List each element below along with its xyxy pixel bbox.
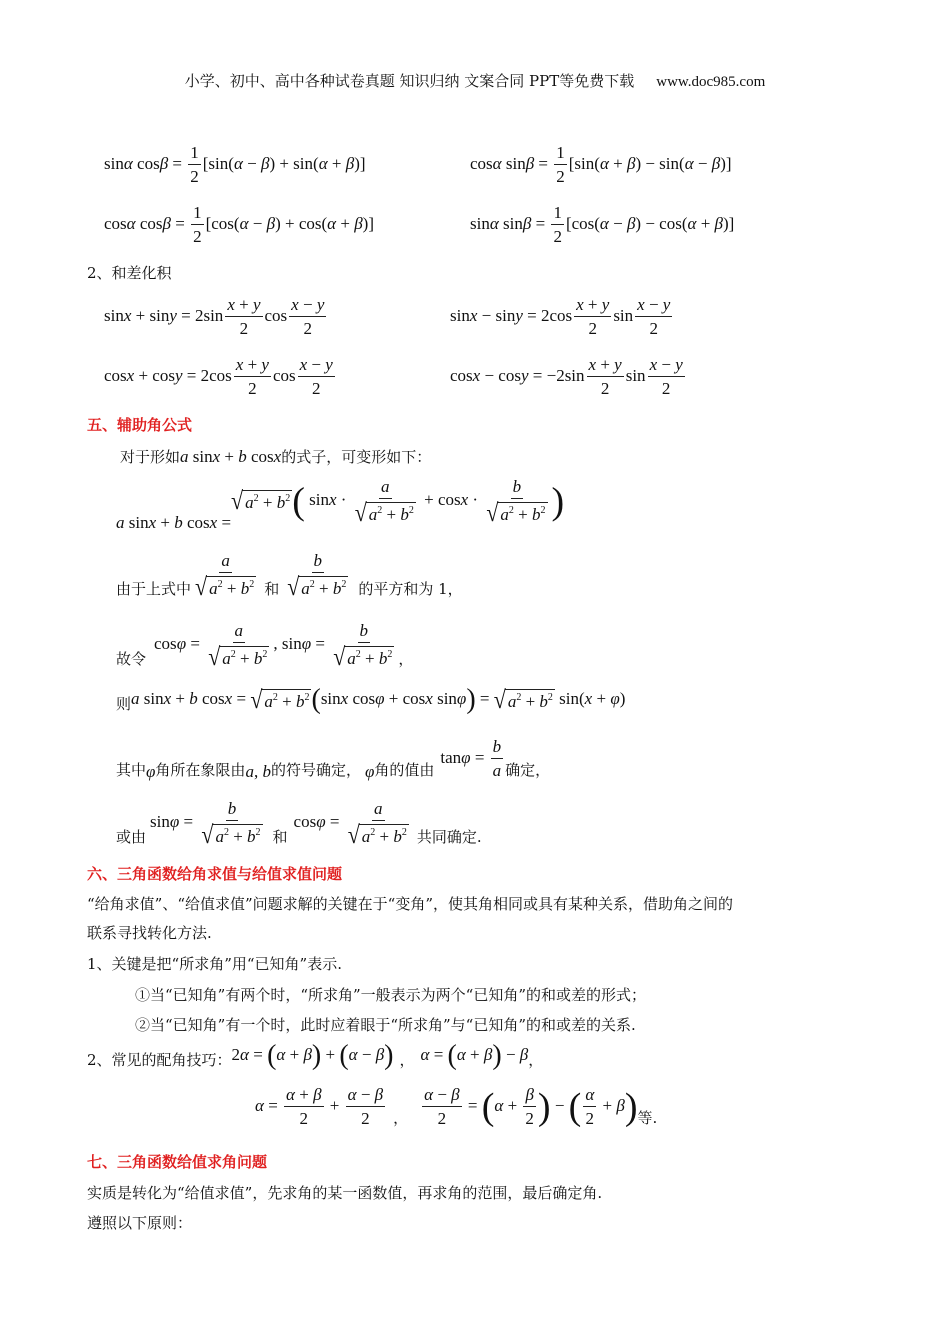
item2-label: 2、常见的配角技巧：	[87, 1051, 232, 1069]
quadrant-pre: 其中	[116, 760, 147, 779]
section-6-sub1: ①当“已知角”有两个时，“所求角”一般表示为两个“已知角”的和或差的形式；	[135, 986, 647, 1004]
etc: 等.	[637, 1108, 658, 1127]
formula-sin-sin: sinα sinβ = $\frac{1}{2}$ [cos(α − β) − cos(α + β)]	[470, 203, 735, 246]
sep-2: ，	[528, 1051, 544, 1069]
formula-cos-cos: cosα cosβ = $\frac{1}{2}$ [cos(α − β) + cos(α + β)]	[104, 203, 374, 246]
sep-3: ，	[393, 1108, 409, 1127]
value-by: 角的值由	[374, 760, 435, 779]
formula-sin-cos: sinα cosβ = $\frac{1}{2}$ [sin(α − β) + sin(α + β)]	[104, 143, 366, 186]
formula-sinx-plus-siny: sinx + siny = 2sin $\frac{x + y}{2}$ cos $\frac{x - y}{2}$	[104, 295, 325, 338]
section-5-or: 或由sinφ = b √ $a^2 + b^2$ 和cosφ = a √ $a^2 + b^2$ 共同确定.	[116, 799, 482, 849]
section-7-para: 实质是转化为“给值求值”，先求角的某一函数值，再求角的范围，最后确定角.	[87, 1184, 603, 1202]
intro-pre: 对于形如	[120, 448, 181, 466]
then: 则	[116, 695, 132, 713]
section-7-title: 七、三角函数给值求角问题	[87, 1153, 268, 1171]
or-by: 或由	[116, 827, 147, 846]
section-5-title: 五、辅助角公式	[87, 416, 193, 434]
formula-cosx-minus-cosy: cosx − cosy = −2sin $\frac{x + y}{2}$ sin $\frac{x - y}{2}$	[450, 355, 683, 398]
jointly: 共同确定.	[416, 827, 482, 846]
intro-post: 的式子，可变形如下：	[281, 448, 432, 466]
and-2: 和	[272, 827, 288, 846]
quadrant-mid: 角所在象限由	[155, 760, 246, 779]
quadrant-sign: 的符号确定，	[270, 760, 361, 779]
determined: 确定，	[505, 760, 551, 779]
therefore: 故令	[116, 649, 147, 668]
section-6-sub2: ②当“已知角”有一个时，此时应着眼于“所求角”与“已知角”的和或差的关系.	[135, 1016, 636, 1034]
page-header	[0, 70, 950, 91]
section-5-let: 故令cosφ = a √ $a^2 + b^2$ , sinφ = b √ $a^2 + b^2$ ，	[116, 621, 414, 671]
section-7-rules: 遵照以下原则：	[87, 1214, 193, 1232]
formula-cos-sin: cosα sinβ = $\frac{1}{2}$ [sin(α + β) − sin(α − β)]	[470, 143, 732, 186]
header-site: www.doc985.com	[656, 74, 766, 90]
header-text: 小学、初中、高中各种试卷真题 知识归纳 文案合同 PPT等免费下载	[184, 72, 635, 90]
and-1: 和	[264, 579, 280, 598]
section-6-para1: “给角求值”、“给值求值”问题求解的关键在于“变角”，使其角相同或具有某种关系，借助角之间的	[87, 895, 734, 913]
sep-1: ，	[399, 1051, 415, 1069]
section-5-intro: 对于形如a sinx + b cosx的式子，可变形如下：	[120, 447, 432, 466]
section-6-title: 六、三角函数给角求值与给值求值问题	[87, 865, 343, 883]
let-comma: ，	[398, 649, 414, 668]
sum-text: 的平方和为 1，	[358, 579, 463, 598]
section-5-quadrant: 其中φ角所在象限由a, b的符号确定， φ角的值由tanφ = $\frac{b}{a}$ 确定，	[116, 737, 551, 781]
section-5-result: 则a sinx + b cosx = √ $a^2 + b^2$ (sinx cosφ + cosx sinφ) = √ $a^2 + b^2$ sin(x + φ)	[116, 684, 626, 715]
section-6-angle-tricks: α = $\frac{\alpha + \beta}{2}$ + $\frac{\alpha - \beta}{2}$ ， $\frac{\alpha - \beta}{2}$ = (α + $\frac{\beta}{2}$ ) − ( $\frac{\alpha}{2}$ + β)等.	[255, 1085, 658, 1128]
section-6-item1: 1、关键是把“所求角”用“已知角”表示.	[87, 955, 342, 973]
formula-cosx-plus-cosy: cosx + cosy = 2cos $\frac{x + y}{2}$ cos $\frac{x - y}{2}$	[104, 355, 333, 398]
section-6-item2: 2、常见的配角技巧：2α = (α + β) + (α − β) ， α = (α + β) − β，	[87, 1040, 544, 1071]
section-6-para2: 联系寻找转化方法.	[87, 924, 212, 942]
section-2-title: 2、和差化积	[87, 264, 172, 282]
lead-in: 由于上式中	[116, 579, 192, 598]
formula-aux-expand: a sinx + b cosx = √ $a^2 + b^2$ ( sinx · a √ $a^2 + b^2$ + cosx · b √ $a^2 + b^2$ )	[116, 477, 565, 532]
section-5-square-sum: 由于上式中 a √ $a^2 + b^2$ 和 b √ $a^2 + b^2$ 的平方和为 1，	[116, 551, 463, 601]
formula-sinx-minus-siny: sinx − siny = 2cos $\frac{x + y}{2}$ sin $\frac{x - y}{2}$	[450, 295, 671, 338]
